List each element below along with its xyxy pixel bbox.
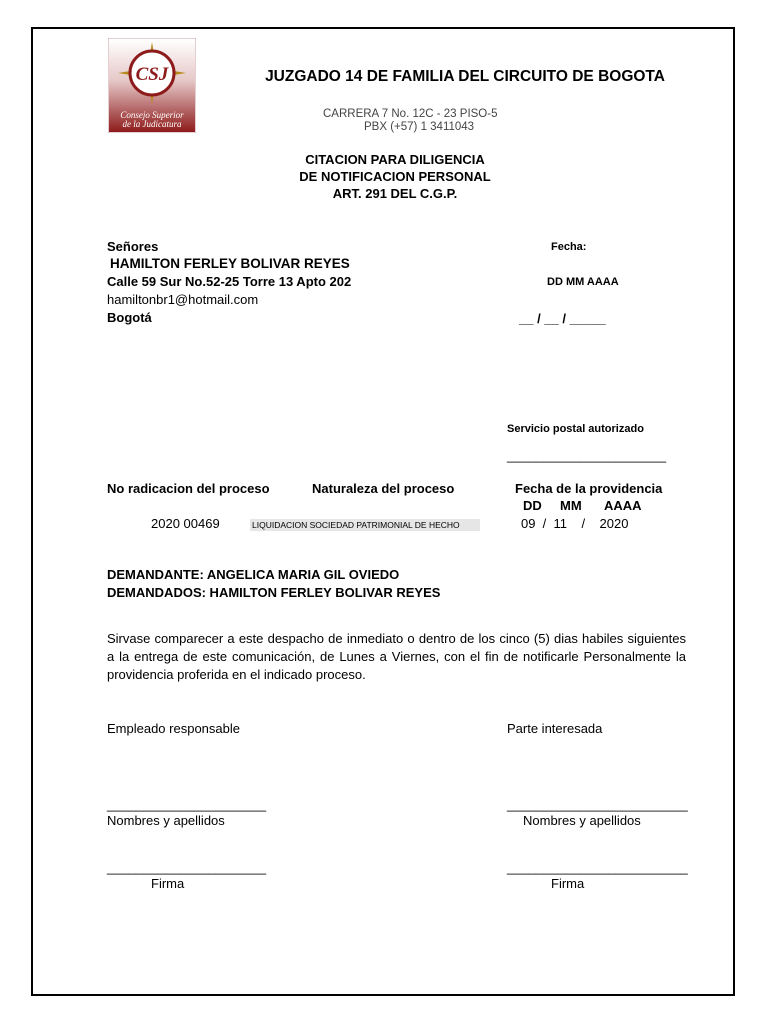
ruling-date-mm: MM	[560, 498, 582, 513]
ruling-date: 09 / 11 / 2020	[521, 516, 629, 531]
party-names-label: Nombres y apellidos	[523, 813, 641, 828]
ruling-date-aaaa: AAAA	[604, 498, 642, 513]
recipient-email: hamiltonbr1@hotmail.com	[107, 292, 259, 307]
postal-service-blank: ______________________	[507, 448, 667, 463]
process-number-header: No radicacion del proceso	[107, 481, 270, 496]
postal-service-label: Servicio postal autorizado	[507, 423, 644, 435]
ruling-date-header: Fecha de la providencia	[515, 481, 663, 496]
interested-party-label: Parte interesada	[507, 721, 603, 736]
party-signature-label: Firma	[551, 876, 585, 891]
court-phone: PBX (+57) 1 3411043	[364, 121, 475, 133]
date-blank: __ / __ / _____	[519, 311, 606, 326]
csj-logo	[108, 38, 196, 133]
summons-body: Sirvase comparecer a este despacho de inmediato o dentro de los cinco (5) dias habiles siguientes a la entrega de este comunicación, de Lunes a Viernes, con el fin de notificarle Personalmente la providencia proferida en el indicado proceso.	[107, 631, 686, 682]
date-format: DD MM AAAA	[547, 276, 619, 288]
process-nature-header: Naturaleza del proceso	[312, 481, 455, 496]
title-line-2: DE NOTIFICACION PERSONAL	[299, 169, 491, 184]
employee-signature-blank: ______________________	[107, 860, 267, 875]
title-line-3: ART. 291 DEL C.G.P.	[332, 186, 458, 201]
recipient-address: Calle 59 Sur No.52-25 Torre 13 Apto 202	[107, 274, 352, 289]
document-title	[230, 151, 560, 202]
defendants: DEMANDADOS: HAMILTON FERLEY BOLIVAR REYES	[107, 585, 441, 600]
title-line-1: CITACION PARA DILIGENCIA	[305, 152, 485, 167]
court-address: CARRERA 7 No. 12C - 23 PISO-5	[323, 108, 498, 120]
ruling-date-dd: DD	[523, 498, 542, 513]
process-nature: LIQUIDACION SOCIEDAD PATRIMONIAL DE HECHO	[250, 519, 480, 531]
employee-responsible-label: Empleado responsable	[107, 721, 240, 736]
court-name: JUZGADO 14 DE FAMILIA DEL CIRCUITO DE BOGOTA	[265, 68, 665, 85]
employee-names-label: Nombres y apellidos	[107, 813, 225, 828]
party-signature-blank: _________________________	[507, 860, 688, 875]
party-name-blank: _________________________	[507, 797, 688, 812]
date-label: Fecha:	[551, 241, 587, 253]
recipient-name: HAMILTON FERLEY BOLIVAR REYES	[110, 256, 350, 271]
logo-subtext-2: de la Judicatura	[122, 119, 182, 129]
recipient-city: Bogotá	[107, 310, 152, 325]
employee-signature-label: Firma	[151, 876, 185, 891]
plaintiff: DEMANDANTE: ANGELICA MARIA GIL OVIEDO	[107, 567, 400, 582]
logo-subtext-1: Consejo Superior	[120, 110, 184, 120]
logo-text: CSJ	[135, 64, 169, 85]
process-number: 2020 00469	[151, 516, 220, 531]
employee-name-blank: ______________________	[107, 797, 267, 812]
salutation: Señores	[107, 239, 159, 254]
